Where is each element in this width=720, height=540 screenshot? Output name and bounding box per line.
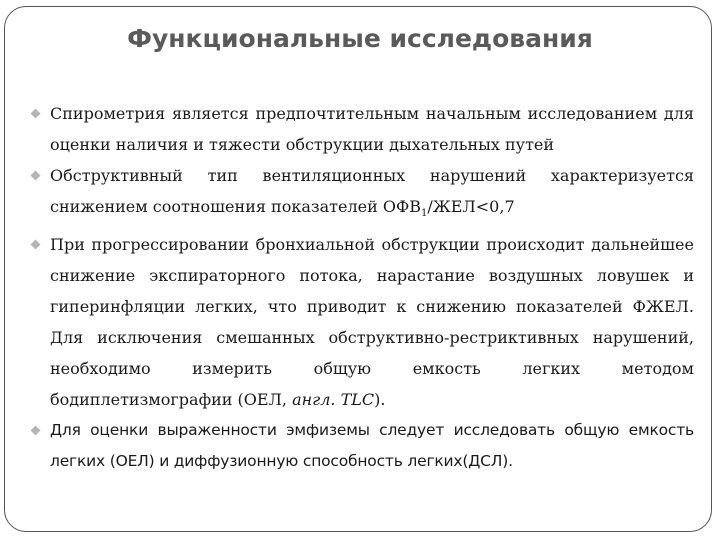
bullet-text: Обструктивный тип вентиляционных нарушений характеризуется снижением соотношения показателей ОФВ (50, 166, 694, 216)
slide-title: Функциональные исследования (127, 24, 593, 53)
diamond-bullet-icon (31, 426, 41, 436)
diamond-bullet-icon (31, 171, 41, 181)
bullet-item (28, 98, 694, 160)
bullet-text-italic: англ. TLC (292, 390, 375, 410)
subscript: 1 (421, 208, 428, 220)
bullet-item (28, 160, 694, 229)
bullet-item (28, 415, 694, 477)
bullet-text-tail: ). (374, 390, 386, 410)
bullet-text-tail: /ЖЕЛ<0,7 (427, 197, 515, 216)
bullet-text: При прогрессировании бронхиальной обструкции происходит дальнейшее снижение экспираторного потока, нарастание воздушных ловушек и гиперинфляции легких, что приводит к снижению показателей ФЖЕЛ. Для исключения смешанных обструктивно-рестриктивных нарушений, необходимо измерить общую емкость легких методом бодиплетизмографии (ОЕЛ, (50, 235, 694, 410)
bullet-item (28, 229, 694, 415)
bullet-text: Для оценки выраженности эмфиземы следует исследовать общую емкость легких (ОЕЛ) и диффузионную способность легких(ДСЛ). (50, 421, 694, 471)
bullet-list (28, 98, 694, 477)
bullet-text: Спирометрия является предпочтительным начальным исследованием для оценки наличия и тяжести обструкции дыхательных путей (50, 104, 694, 154)
diamond-bullet-icon (31, 109, 41, 119)
diamond-bullet-icon (31, 240, 41, 250)
